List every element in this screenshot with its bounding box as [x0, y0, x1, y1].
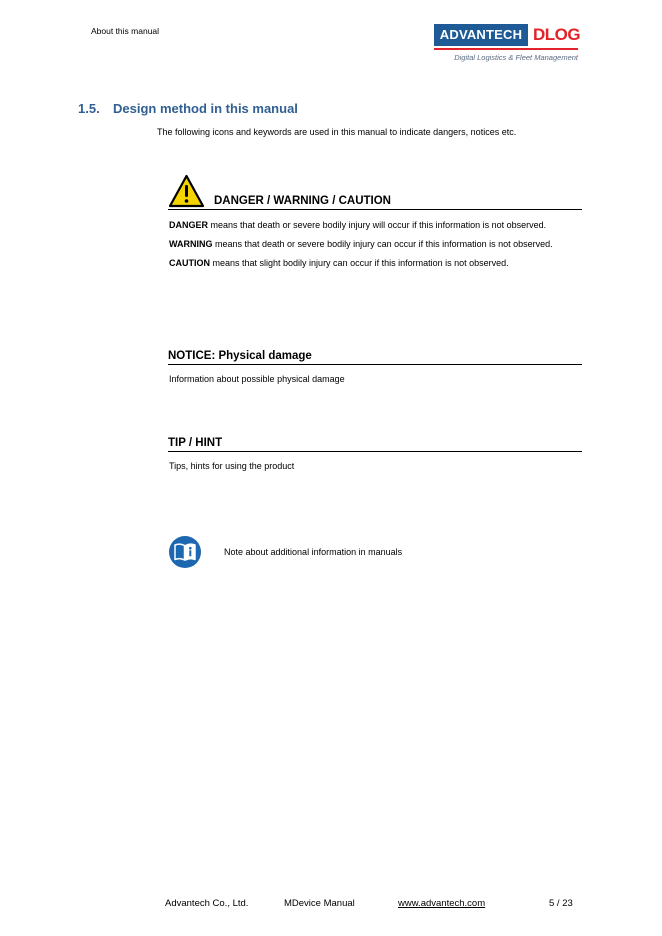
section-intro: The following icons and keywords are used in this manual to indicate dangers, notices etc.	[157, 127, 517, 137]
section-number: 1.5.	[78, 101, 100, 116]
footer-page-number: 5 / 23	[549, 898, 573, 909]
logo-rule	[434, 48, 578, 50]
danger-definitions	[169, 218, 569, 275]
footer-website-link[interactable]	[398, 898, 485, 909]
tip-heading: TIP / HINT	[168, 437, 582, 452]
warning-keyword: WARNING	[169, 239, 213, 249]
logo-sub-brand: DLOG	[533, 25, 581, 44]
running-header: About this manual	[91, 26, 160, 36]
danger-text: means that death or severe bodily injury will occur if this information is not observed.	[208, 220, 547, 230]
note-text: Note about additional information in manuals	[224, 547, 403, 557]
notice-heading: NOTICE: Physical damage	[168, 350, 582, 365]
caution-entry	[169, 256, 569, 271]
danger-entry	[169, 218, 569, 233]
logo-brand: ADVANTECH	[434, 24, 528, 46]
caution-keyword: CAUTION	[169, 258, 210, 268]
footer-company: Advantech Co., Ltd.	[165, 898, 249, 909]
notice-text: Information about possible physical damage	[169, 374, 345, 384]
company-logo	[434, 24, 581, 66]
tip-text: Tips, hints for using the product	[169, 461, 295, 471]
footer-document: MDevice Manual	[284, 898, 355, 909]
caution-text: means that slight bodily injury can occur if this information is not observed.	[210, 258, 509, 268]
manual-info-icon	[168, 535, 202, 569]
danger-heading: DANGER / WARNING / CAUTION	[168, 195, 582, 210]
footer-website[interactable]: www.advantech.com	[398, 898, 486, 909]
warning-text: means that death or severe bodily injury can occur if this information is not observed.	[212, 239, 553, 249]
section-heading	[78, 101, 298, 116]
section-title: Design method in this manual	[113, 101, 298, 116]
danger-keyword: DANGER	[169, 220, 209, 230]
warning-entry	[169, 237, 569, 252]
logo-tagline: Digital Logistics & Fleet Management	[454, 53, 578, 62]
